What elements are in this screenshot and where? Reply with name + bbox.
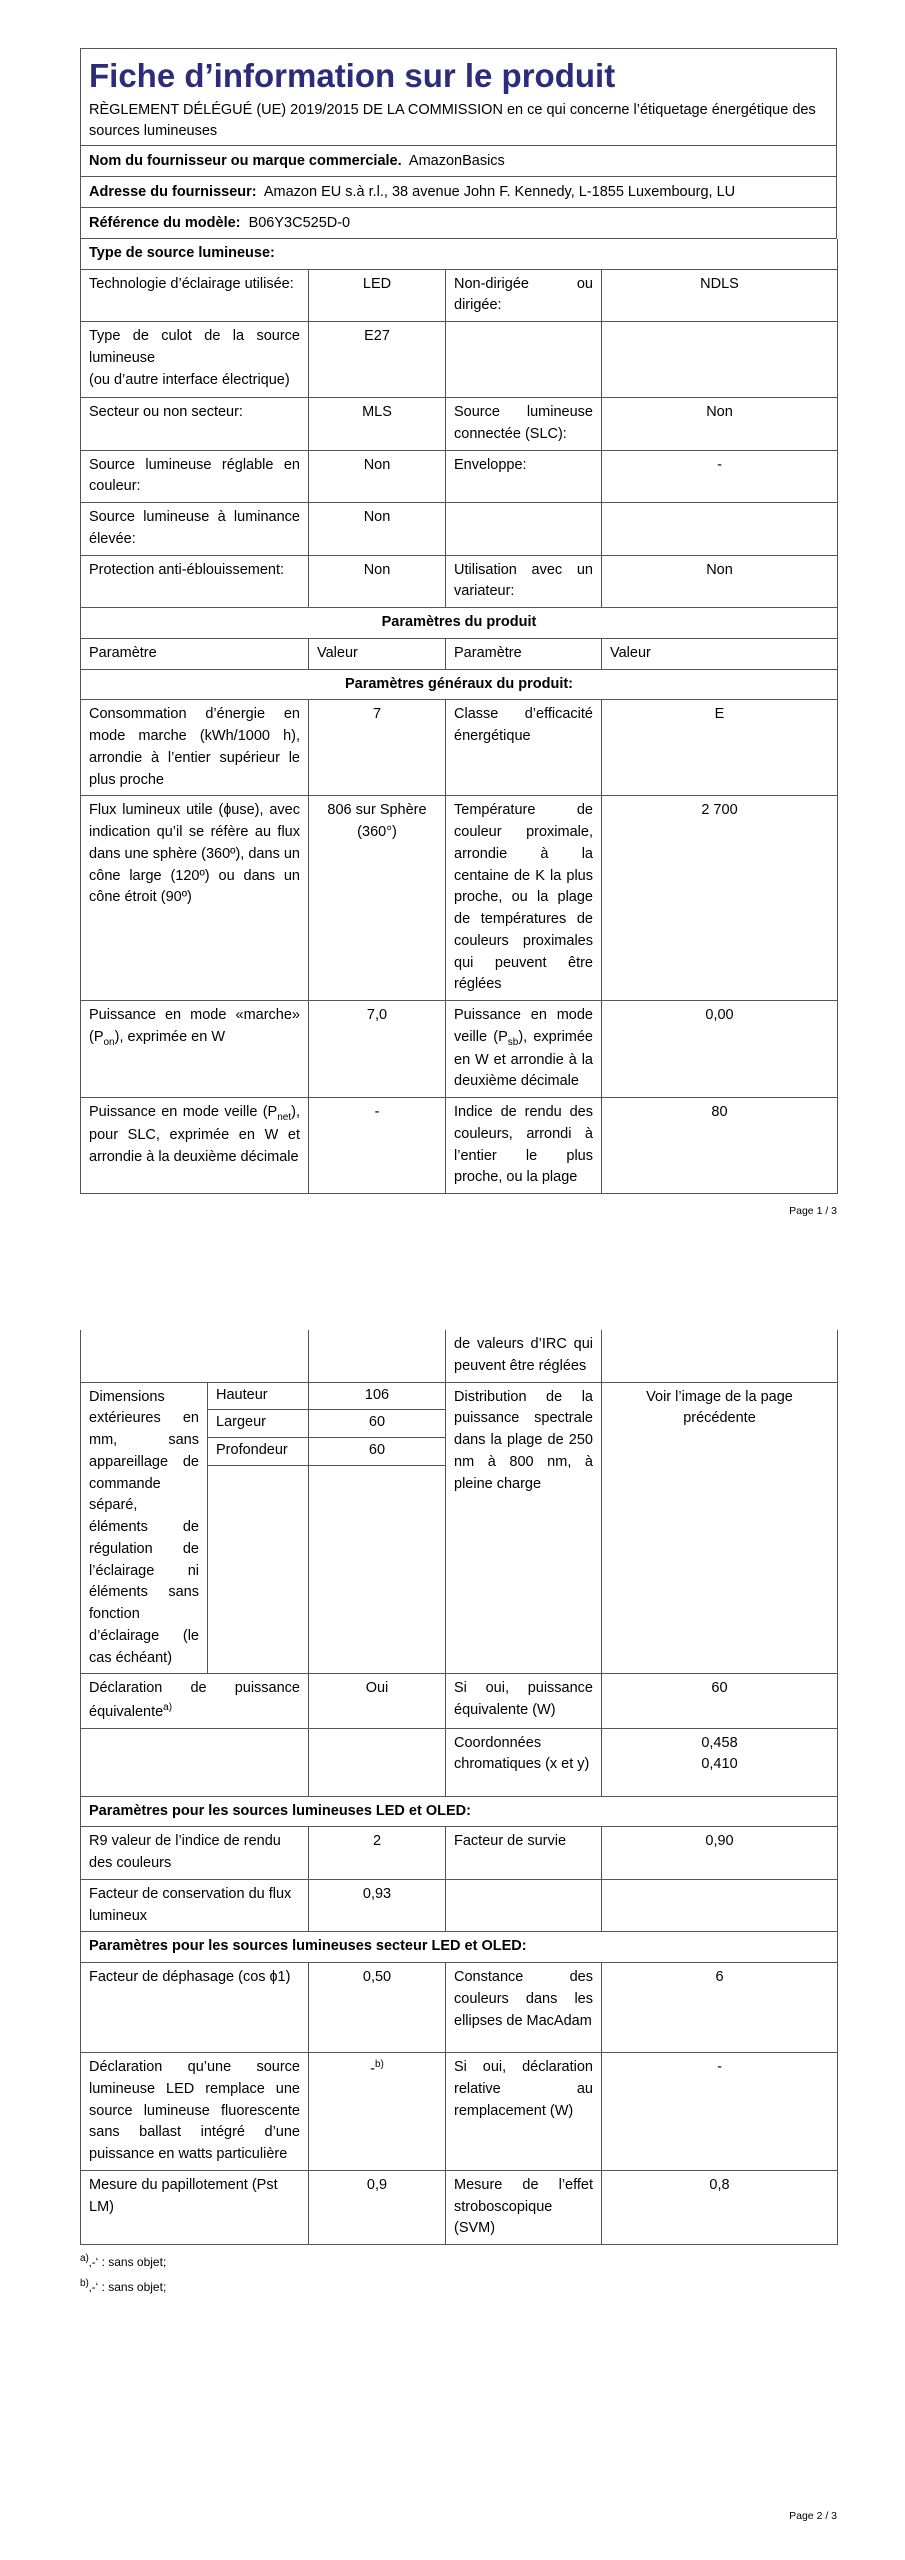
cap-type-label-line-1: Type de culot de la source lumineuse (89, 328, 300, 366)
general-parameters-header: Paramètres généraux du produit: (81, 669, 838, 700)
flicker-metric-value: 0,9 (309, 2170, 446, 2244)
colour-rendering-index-label: Indice de rendu des couleurs, arrondi à l’entier le plus proche, ou la plage (446, 1098, 602, 1194)
displacement-factor-label: Facteur de déphasage (cos ɸ1) (81, 1963, 309, 2053)
luminous-flux-label: Flux lumineux utile (ɸuse), avec indication qu’il se réfère au flux dans une sphère (360º), dans un cône large (120º) ou dans un cône étroit (90º) (81, 796, 309, 1001)
document-subtitle: RÈGLEMENT DÉLÉGUÉ (UE) 2019/2015 DE LA COMMISSION en ce qui concerne l’étiquetage énergétique des sources lumineuses (89, 102, 816, 139)
connected-source-value: Non (602, 398, 838, 451)
footnote-marker-b: b) (374, 2059, 384, 2071)
directional-value: NDLS (602, 269, 838, 322)
equivalent-watts-value: 60 (602, 1674, 838, 1728)
page-number: Page 1 / 3 (789, 1205, 837, 1217)
empty-cell (309, 1330, 446, 1382)
on-mode-power-value: 7,0 (309, 1001, 446, 1098)
column-header-parameter: Paramètre (446, 638, 602, 669)
r9-label: R9 valeur de l’indice de rendu des couleurs (81, 1827, 309, 1880)
footnote-b-prefix: b) (80, 2277, 89, 2289)
mains-label: Secteur ou non secteur: (81, 398, 309, 451)
lumen-maintenance-value: 0,93 (309, 1879, 446, 1932)
dimension-value-depth: 60 (309, 1438, 446, 1466)
displacement-factor-value: 0,50 (309, 1963, 446, 2053)
networked-standby-subscript: net (277, 1112, 292, 1124)
standby-power-subscript: sb (507, 1036, 519, 1048)
product-table-page-1 (80, 239, 838, 1194)
table-row (81, 269, 838, 322)
tech-label: Technologie d’éclairage utilisée: (81, 269, 309, 322)
model-label: Référence du modèle: (89, 214, 241, 231)
light-source-type-header: Type de source lumineuse: (81, 239, 838, 269)
directional-label: Non-dirigée ou dirigée: (446, 269, 602, 322)
colour-temperature-value: 2 700 (602, 796, 838, 1001)
colour-rendering-index-value: 80 (602, 1098, 838, 1194)
networked-standby-power-label (81, 1098, 309, 1194)
dimension-name-depth: Profondeur (208, 1438, 309, 1466)
table-row (81, 1098, 838, 1194)
anti-glare-value: Non (309, 555, 446, 608)
empty-cell (309, 1466, 446, 1674)
table-row (81, 2170, 838, 2244)
table-row (81, 322, 838, 398)
table-row (81, 608, 838, 639)
r9-value: 2 (309, 1827, 446, 1880)
footnote-b (80, 2274, 837, 2299)
mains-led-oled-parameters-header: Paramètres pour les sources lumineuses secteur LED et OLED: (81, 1932, 838, 1963)
table-row (81, 398, 838, 451)
equivalent-power-label (81, 1674, 309, 1728)
energy-consumption-label: Consommation d’énergie en mode marche (kWh/1000 h), arrondie à l’entier supérieur le plus proche (81, 700, 309, 796)
table-row (81, 1001, 838, 1098)
table-row (81, 1728, 838, 1796)
table-row (81, 239, 838, 269)
footnote-marker-a: a) (163, 1702, 173, 1713)
table-row (81, 1382, 838, 1410)
tech-value: LED (309, 269, 446, 322)
model-row (80, 208, 837, 239)
empty-cell (602, 503, 838, 556)
document-title: Fiche d’information sur le produit (89, 57, 616, 94)
dimmer-label: Utilisation avec un variateur: (446, 555, 602, 608)
networked-standby-label-a: Puissance en mode veille (P (89, 1104, 278, 1121)
footnote-b-text: ‚-‘ : sans objet; (88, 2279, 167, 2294)
macadam-value: 6 (602, 1963, 838, 2053)
macadam-label: Constance des couleurs dans les ellipses de MacAdam (446, 1963, 602, 2053)
envelope-label: Enveloppe: (446, 450, 602, 503)
empty-cell (81, 1330, 309, 1382)
anti-glare-label: Protection anti-éblouissement: (81, 555, 309, 608)
table-row (81, 503, 838, 556)
cap-type-label (81, 322, 309, 398)
table-row (81, 796, 838, 1001)
table-row (81, 1796, 838, 1827)
high-luminance-label: Source lumineuse à luminance élevée: (81, 503, 309, 556)
replacement-watts-value: - (602, 2053, 838, 2171)
model-value: B06Y3C525D-0 (248, 214, 351, 231)
on-mode-power-label (81, 1001, 309, 1098)
on-mode-power-label-b: ), exprimée en W (114, 1028, 226, 1045)
footnote-a-text: ‚-‘ : sans objet; (88, 2255, 167, 2270)
replacement-claim-label: Déclaration qu’une source lumineuse LED remplace une source lumineuse fluorescente sans ballast intégré d’une puissance en watts particulière (81, 2053, 309, 2171)
replacement-watts-label: Si oui, déclaration relative au remplacement (W) (446, 2053, 602, 2171)
empty-cell (446, 503, 602, 556)
chromaticity-x: 0,458 (701, 1734, 738, 1751)
equivalent-watts-label: Si oui, puissance équivalente (W) (446, 1674, 602, 1728)
chromaticity-label: Coordonnées chromatiques (x et y) (446, 1728, 602, 1796)
flicker-metric-label: Mesure du papillotement (Pst LM) (81, 2170, 309, 2244)
table-row (81, 1330, 838, 1382)
colour-rendering-index-label-continued: de valeurs d’IRC qui peuvent être réglées (446, 1330, 602, 1382)
dimension-name-height: Hauteur (208, 1382, 309, 1410)
colour-tunable-value: Non (309, 450, 446, 503)
supplier-address-label: Adresse du fournisseur: (89, 183, 257, 200)
on-mode-power-subscript: on (103, 1036, 115, 1048)
mains-value: MLS (309, 398, 446, 451)
cap-type-label-line-2: (ou d’autre interface électrique) (89, 371, 290, 388)
title-box (80, 48, 837, 146)
standby-power-label-b: ), exprimée en W et arrondie à la deuxième décimale (454, 1028, 593, 1090)
standby-power-label (446, 1001, 602, 1098)
footnote-a-prefix: a) (80, 2253, 89, 2265)
spectral-distribution-label: Distribution de la puissance spectrale dans la plage de 250 nm à 800 nm, à pleine charge (446, 1382, 602, 1674)
column-header-value: Valeur (602, 638, 838, 669)
replacement-claim-value (309, 2053, 446, 2171)
envelope-value: - (602, 450, 838, 503)
energy-class-label: Classe d’efficacité énergétique (446, 700, 602, 796)
empty-cell (602, 1879, 838, 1932)
empty-cell (602, 1330, 838, 1382)
chromaticity-y: 0,410 (701, 1756, 738, 1773)
luminous-flux-value: 806 sur Sphère (360°) (309, 796, 446, 1001)
lumen-maintenance-label: Facteur de conservation du flux lumineux (81, 1879, 309, 1932)
footnote-a (80, 2249, 837, 2274)
dimension-value-height: 106 (309, 1382, 446, 1410)
empty-cell (208, 1466, 309, 1674)
networked-standby-power-value: - (309, 1098, 446, 1194)
on-mode-power-label-a: Puissance en mode «marche» (P (89, 1007, 300, 1045)
table-row (81, 1879, 838, 1932)
product-parameters-header: Paramètres du produit (81, 608, 838, 639)
page-2 (0, 1290, 905, 2560)
table-row (81, 1932, 838, 1963)
standby-power-label-a: Puissance en mode veille (P (454, 1007, 593, 1045)
energy-class-value: E (602, 700, 838, 796)
stroboscopic-value: 0,8 (602, 2170, 838, 2244)
high-luminance-value: Non (309, 503, 446, 556)
table-row (81, 450, 838, 503)
table-row (81, 1827, 838, 1880)
footnotes (80, 2249, 837, 2299)
survival-factor-label: Facteur de survie (446, 1827, 602, 1880)
stroboscopic-label: Mesure de l’effet stroboscopique (SVM) (446, 2170, 602, 2244)
networked-standby-label-b: ), pour SLC, exprimée en W et arrondie à la deuxième décimale (89, 1104, 300, 1165)
column-header-parameter: Paramètre (81, 638, 309, 669)
empty-cell (81, 1728, 309, 1796)
table-row (81, 2053, 838, 2171)
product-table-page-2 (80, 1330, 838, 2245)
empty-cell (446, 1879, 602, 1932)
dimensions-label: Dimensions extérieures en mm, sans appareillage de commande séparé, éléments de régulation de l’éclairage ni éléments sans fonction d’éclairage (le cas échéant) (81, 1382, 208, 1674)
dimmer-value: Non (602, 555, 838, 608)
supplier-name-row (80, 146, 837, 177)
page-1 (0, 0, 905, 1275)
table-row (81, 700, 838, 796)
dimension-value-width: 60 (309, 1410, 446, 1438)
dimension-name-width: Largeur (208, 1410, 309, 1438)
table-row (81, 1963, 838, 2053)
colour-tunable-label: Source lumineuse réglable en couleur: (81, 450, 309, 503)
supplier-name-value: AmazonBasics (408, 152, 505, 169)
empty-cell (602, 322, 838, 398)
spectral-distribution-value: Voir l’image de la page précédente (602, 1382, 838, 1674)
page-number: Page 2 / 3 (789, 2510, 837, 2522)
standby-power-value: 0,00 (602, 1001, 838, 1098)
page-2-sheet (80, 1330, 837, 2299)
energy-consumption-value: 7 (309, 700, 446, 796)
empty-cell (309, 1728, 446, 1796)
table-row (81, 1674, 838, 1728)
chromaticity-value (602, 1728, 838, 1796)
supplier-address-value: Amazon EU s.à r.l., 38 avenue John F. Kennedy, L-1855 Luxembourg, LU (263, 183, 736, 200)
empty-cell (446, 322, 602, 398)
replacement-claim-value-text: - (370, 2060, 375, 2077)
table-row (81, 638, 838, 669)
connected-source-label: Source lumineuse connectée (SLC): (446, 398, 602, 451)
table-row (81, 555, 838, 608)
supplier-name-label: Nom du fournisseur ou marque commerciale. (89, 152, 402, 169)
colour-temperature-label: Température de couleur proximale, arrondie à la centaine de K la plus proche, ou la plage de températures de couleurs proximales qui peuvent être réglées (446, 796, 602, 1001)
led-oled-parameters-header: Paramètres pour les sources lumineuses LED et OLED: (81, 1796, 838, 1827)
table-row (81, 669, 838, 700)
survival-factor-value: 0,90 (602, 1827, 838, 1880)
equivalent-power-value: Oui (309, 1674, 446, 1728)
cap-type-value: E27 (309, 322, 446, 398)
column-header-value: Valeur (309, 638, 446, 669)
page-1-sheet (80, 48, 837, 1194)
equivalent-power-label-text: Déclaration de puissance équivalente (89, 1680, 300, 1720)
supplier-address-row (80, 177, 837, 208)
